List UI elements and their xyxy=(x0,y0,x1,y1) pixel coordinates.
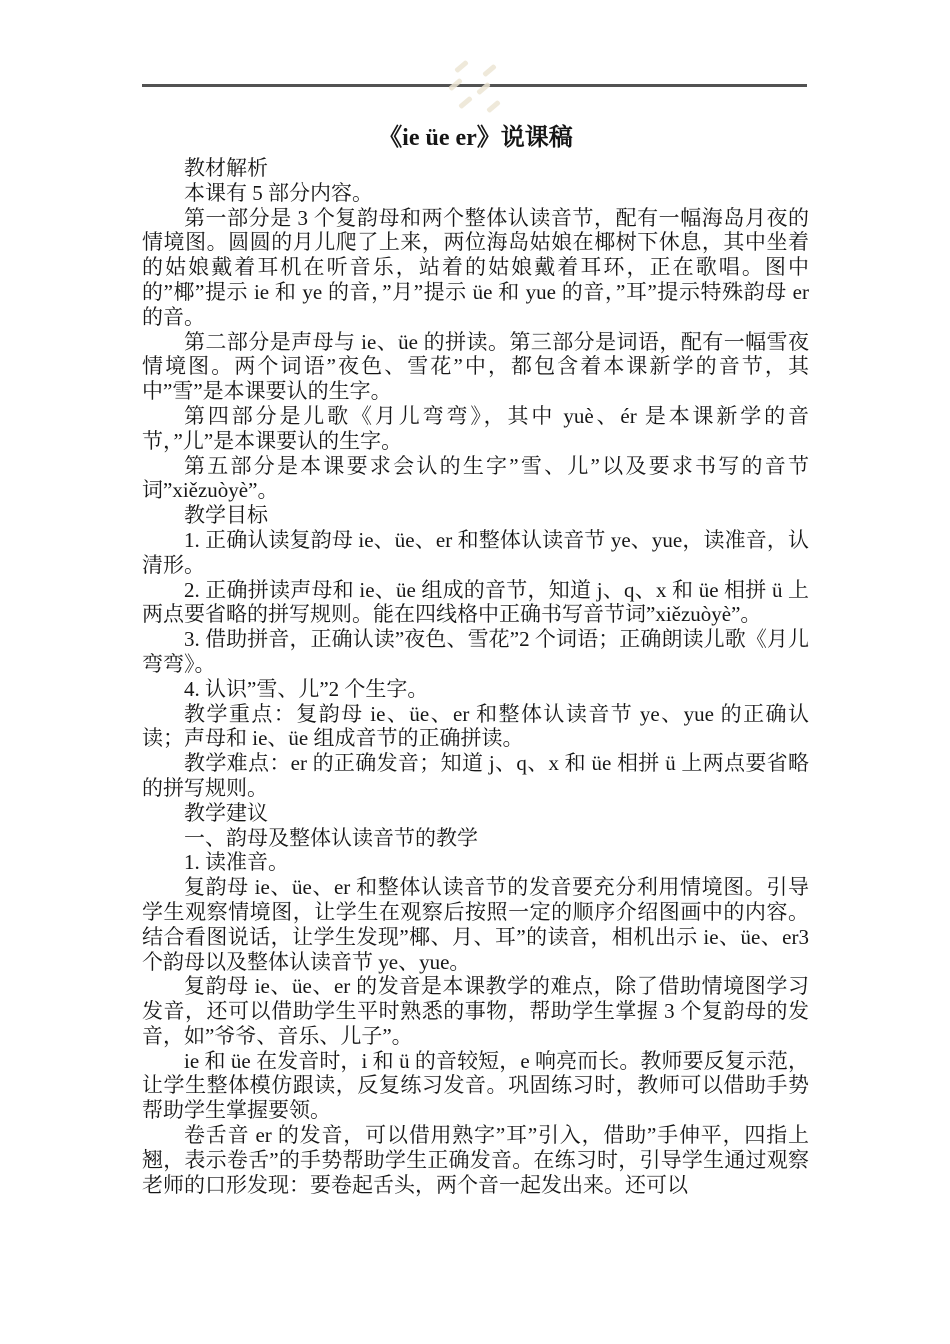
paragraph: 1. 读准音。 xyxy=(184,850,289,875)
paragraph: 2. 正确拼读声母和 ie、üe 组成的音节，知道 j、q、x 和 üe 相拼 ü 上两点要省略的拼写规则。能在四线格中正确书写音节词”xiězuòyè”。 xyxy=(142,577,809,627)
paragraph: 教学难点：er 的正确发音；知道 j、q、x 和 üe 相拼 ü 上两点要省略的拼写规则。 xyxy=(142,751,809,800)
paragraph: 1. 正确认读复韵母 ie、üe、er 和整体认读音节 ye、yue，读准音，认清形。 xyxy=(142,527,809,577)
paragraph: 教学目标 xyxy=(184,503,268,528)
paragraph: 一、韵母及整体认读音节的教学 xyxy=(184,825,478,850)
document-title: 《ie üe er》说课稿 xyxy=(378,125,573,151)
paragraph: 4. 认识”雪、儿”2 个生字。 xyxy=(184,676,429,701)
paragraph: 第二部分是声母与 ie、üe 的拼读。第三部分是词语，配有一幅雪夜情境图。两个词语”夜色、雪花”中，都包含着本课新学的音节，其中”雪”是本课要认的生字。 xyxy=(142,329,809,404)
paragraph: 教学重点：复韵母 ie、üe、er 和整体认读音节 ye、yue 的正确认读；声母和 ie、üe 组成音节的正确拼读。 xyxy=(142,701,809,751)
header-rule xyxy=(142,84,807,87)
paragraph: 卷舌音 er 的发音，可以借用熟字”耳”引入，借助”手伸平，四指上翘，表示卷舌”的手势帮助学生正确发音。在练习时，引导学生通过观察老师的口形发现：要卷起舌头，两个音一起发出来。还可以 xyxy=(142,1123,809,1197)
watermark xyxy=(446,50,510,114)
paragraph: 第四部分是儿歌《月儿弯弯》，其中 yuè、ér 是本课新学的音节，”儿”是本课要认的生字。 xyxy=(142,403,809,453)
paragraph: 教学建议 xyxy=(184,800,268,825)
paragraph: 复韵母 ie、üe、er 的发音是本课教学的难点，除了借助情境图学习发音，还可以借助学生平时熟悉的事物，帮助学生掌握 3 个复韵母的发音，如”爷爷、音乐、儿子”。 xyxy=(142,974,809,1048)
paragraph: 本课有 5 部分内容。 xyxy=(184,180,373,205)
paragraph: 第五部分是本课要求会认的生字”雪、儿”以及要求书写的音节词”xiězuòyè”。 xyxy=(142,453,809,503)
paragraph: 第一部分是 3 个复韵母和两个整体认读音节，配有一幅海岛月夜的情境图。圆圆的月儿爬了上来，两位海岛姑娘在椰树下休息，其中坐着的姑娘戴着耳机在听音乐，站着的姑娘戴着耳环，正在歌唱。图中的”椰”提示 ie 和 ye 的音，”月”提示 üe 和 yue 的音，”耳”提示特殊韵母 er 的音。 xyxy=(142,205,809,329)
paragraph: 复韵母 ie、üe、er 和整体认读音节的发音要充分利用情境图。引导学生观察情境图，让学生在观察后按照一定的顺序介绍图画中的内容。结合看图说话，让学生发现”椰、月、耳”的读音，相机出示 ie、üe、er3 个韵母以及整体认读音节 ye、yue。 xyxy=(142,875,809,974)
paragraph: 3. 借助拼音，正确认读”夜色、雪花”2 个词语；正确朗读儿歌《月儿弯弯》。 xyxy=(142,627,809,676)
paragraph: ie 和 üe 在发音时，i 和 ü 的音较短，e 响亮而长。教师要反复示范，让学生整体模仿跟读，反复练习发音。巩固练习时，教师可以借助手势帮助学生掌握要领。 xyxy=(142,1048,809,1123)
document-body xyxy=(142,156,809,1197)
paragraph: 教材解析 xyxy=(184,156,268,180)
document-page xyxy=(142,123,809,1197)
